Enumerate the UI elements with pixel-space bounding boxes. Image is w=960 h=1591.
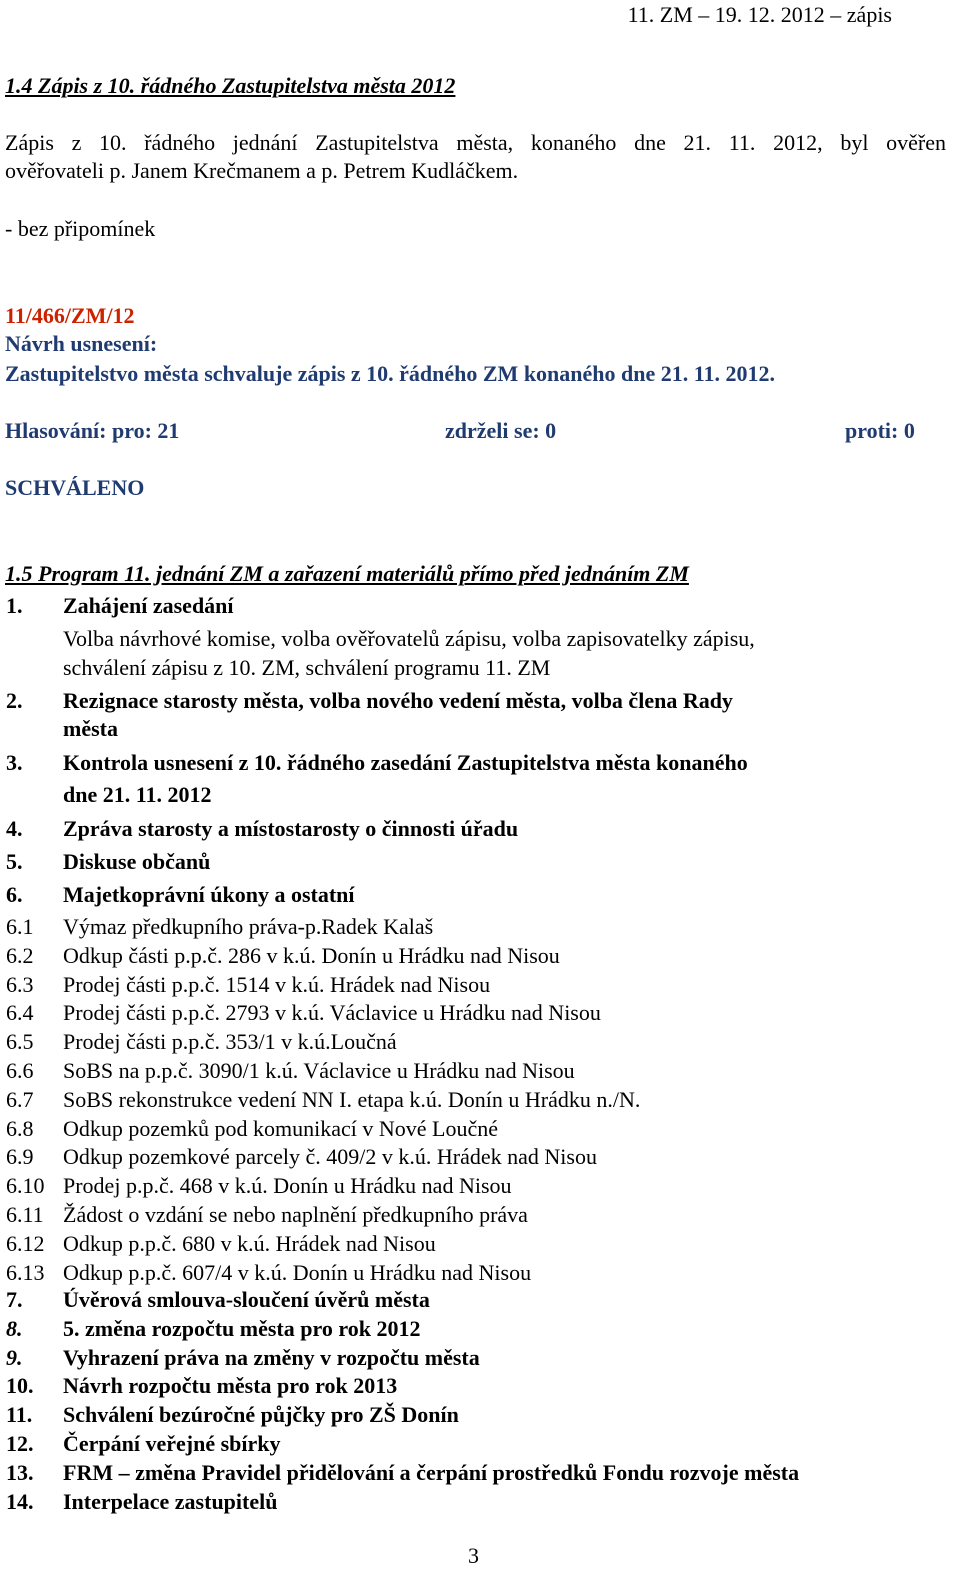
program-item — [0, 1201, 960, 1229]
program-item — [0, 881, 960, 909]
vote-against: proti: 0 — [845, 418, 915, 443]
program-item-3-line-2: dne 21. 11. 2012 — [63, 782, 212, 807]
program-item-title: Žádost o vzdání se nebo naplnění předkupního práva — [63, 1202, 528, 1227]
program-item-title: Odkup pozemkové parcely č. 409/2 v k.ú. Hrádek nad Nisou — [63, 1144, 597, 1170]
program-item-title: 5. změna rozpočtu města pro rok 2012 — [63, 1315, 421, 1341]
program-item-number: 6.13 — [6, 1259, 45, 1285]
program-item-title: Prodej části p.p.č. 2793 v k.ú. Václavice u Hrádku nad Nisou — [63, 1000, 601, 1026]
program-item — [0, 1086, 960, 1114]
program-item-title: Diskuse občanů — [63, 849, 211, 874]
program-item-number: 2. — [6, 688, 23, 713]
program-item-number: 3. — [6, 750, 23, 775]
program-item — [0, 999, 960, 1027]
program-item — [0, 1172, 960, 1200]
page-number: 3 — [468, 1543, 479, 1568]
program-item-number: 6.8 — [6, 1115, 34, 1141]
program-item-title: Úvěrová smlouva-sloučení úvěrů města — [63, 1287, 430, 1312]
program-item-title: Schválení bezúročné půjčky pro ZŠ Donín — [63, 1402, 459, 1428]
program-item-title: Rezignace starosty města, volba nového vedení města, volba člena Rady — [63, 688, 733, 713]
program-item-number: 6.10 — [6, 1173, 45, 1199]
program-item-title: Prodej části p.p.č. 1514 v k.ú. Hrádek nad Nisou — [63, 971, 491, 997]
program-item — [0, 1115, 960, 1143]
program-item — [0, 1057, 960, 1085]
program-item-1-desc-line-2: schválení zápisu z 10. ZM, schválení programu 11. ZM — [63, 655, 551, 680]
program-item — [0, 1430, 960, 1458]
program-item-title: FRM – změna Pravidel přidělování a čerpání prostředků Fondu rozvoje města — [63, 1459, 800, 1485]
program-item-title: Čerpání veřejné sbírky — [63, 1431, 281, 1456]
program-item — [0, 1372, 960, 1400]
program-item-number: 6. — [6, 882, 23, 907]
program-item — [0, 1286, 960, 1314]
program-item-number: 6.2 — [6, 942, 34, 968]
program-item-number: 6.6 — [6, 1058, 34, 1083]
program-item-number: 6.12 — [6, 1230, 45, 1256]
program-item-number: 7. — [6, 1287, 23, 1312]
program-item-number: 13. — [6, 1459, 34, 1485]
program-item-title: Prodej p.p.č. 468 v k.ú. Donín u Hrádku nad Nisou — [63, 1173, 512, 1199]
program-item-title: Odkup pozemků pod komunikací v Nové Loučné — [63, 1115, 499, 1141]
program-item-title: Zpráva starosty a místostarosty o činnosti úřadu — [63, 816, 519, 841]
program-item-number: 4. — [6, 816, 23, 841]
program-item — [0, 1459, 960, 1487]
program-item — [0, 1401, 960, 1429]
program-item — [0, 1028, 960, 1056]
running-header: 11. ZM – 19. 12. 2012 – zápis — [627, 2, 892, 27]
section-heading-1-4: 1.4 Zápis z 10. řádného Zastupitelstva města 2012 — [5, 73, 456, 98]
program-item — [0, 1143, 960, 1171]
program-item-title: Zahájení zasedání — [63, 593, 234, 618]
program-item-number: 14. — [6, 1488, 34, 1514]
program-item-number: 12. — [6, 1431, 34, 1456]
program-item-title: Odkup části p.p.č. 286 v k.ú. Donín u Hrádku nad Nisou — [63, 942, 560, 968]
program-item — [0, 749, 960, 777]
program-item — [0, 848, 960, 876]
program-item-title: Odkup p.p.č. 680 v k.ú. Hrádek nad Nisou — [63, 1230, 436, 1256]
program-item — [0, 913, 960, 941]
program-item — [0, 687, 960, 715]
program-item-number: 6.9 — [6, 1144, 34, 1170]
program-item — [0, 1488, 960, 1516]
program-item-title: SoBS rekonstrukce vedení NN I. etapa k.ú. Donín u Hrádku n./N. — [63, 1086, 641, 1112]
vote-abstain: zdrželi se: 0 — [445, 418, 557, 443]
program-item-title: Kontrola usnesení z 10. řádného zasedání Zastupitelstva města konaného — [63, 750, 748, 775]
program-item-title: Odkup p.p.č. 607/4 v k.ú. Donín u Hrádku nad Nisou — [63, 1259, 532, 1285]
resolution-number: 11/466/ZM/12 — [5, 303, 135, 328]
program-item-number: 6.3 — [6, 971, 34, 997]
program-item — [0, 815, 960, 843]
program-item-number: 6.7 — [6, 1086, 34, 1112]
result-approved: SCHVÁLENO — [5, 475, 145, 500]
program-item — [0, 1259, 960, 1287]
minutes-paragraph-line-1: Zápis z 10. řádného jednání Zastupitelstva města, konaného dne 21. 11. 2012, byl ověřen — [5, 130, 946, 155]
program-item — [0, 592, 960, 620]
program-item — [0, 971, 960, 999]
program-item-title: Výmaz předkupního práva-p.Radek Kalaš — [63, 914, 434, 939]
program-item-title: Vyhrazení práva na změny v rozpočtu města — [63, 1344, 480, 1370]
program-item-number: 6.11 — [6, 1202, 44, 1227]
proposal-label: Návrh usnesení: — [5, 331, 158, 356]
program-item-number: 9. — [6, 1344, 23, 1370]
program-item-number: 8. — [6, 1315, 23, 1341]
program-item-number: 5. — [6, 849, 23, 874]
program-item-number: 11. — [6, 1402, 33, 1428]
program-item-title: Majetkoprávní úkony a ostatní — [63, 882, 355, 907]
program-item-title: SoBS na p.p.č. 3090/1 k.ú. Václavice u Hrádku nad Nisou — [63, 1058, 575, 1083]
program-item-2-line-2: města — [63, 716, 118, 741]
remark-no-comments: - bez připomínek — [5, 216, 156, 241]
program-item — [0, 1344, 960, 1372]
vote-for: Hlasování: pro: 21 — [5, 418, 180, 443]
minutes-paragraph-line-2: ověřovateli p. Janem Krečmanem a p. Petrem Kudláčkem. — [5, 158, 519, 183]
program-item-number: 6.4 — [6, 1000, 34, 1026]
program-item-title: Prodej části p.p.č. 353/1 v k.ú.Loučná — [63, 1029, 397, 1055]
program-item — [0, 1315, 960, 1343]
program-item-number: 6.5 — [6, 1029, 34, 1055]
program-item — [0, 1230, 960, 1258]
program-item-number: 6.1 — [6, 914, 34, 939]
program-item-1-desc-line-1: Volba návrhové komise, volba ověřovatelů zápisu, volba zapisovatelky zápisu, — [63, 626, 755, 651]
program-item-number: 10. — [6, 1373, 34, 1399]
program-item-title: Interpelace zastupitelů — [63, 1488, 278, 1514]
proposal-text: Zastupitelstvo města schvaluje zápis z 10. řádného ZM konaného dne 21. 11. 2012. — [5, 361, 776, 386]
section-heading-1-5: 1.5 Program 11. jednání ZM a zařazení materiálů přímo před jednáním ZM — [5, 561, 689, 586]
program-item-number: 1. — [6, 593, 23, 618]
program-item-title: Návrh rozpočtu města pro rok 2013 — [63, 1373, 398, 1399]
program-item — [0, 942, 960, 970]
